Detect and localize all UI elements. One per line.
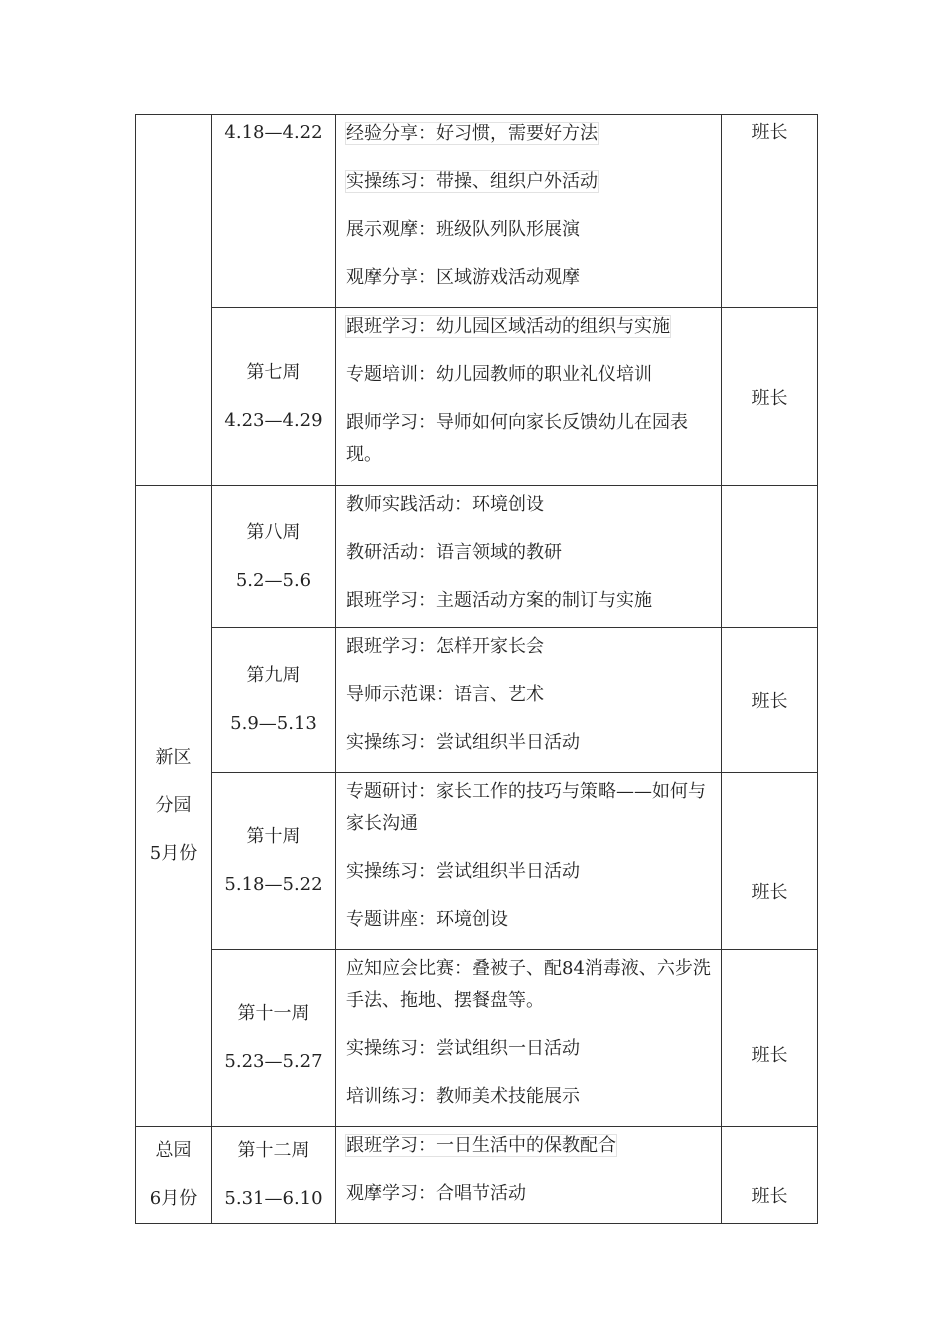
week-label: 第十一周 bbox=[237, 1003, 310, 1024]
activities-cell bbox=[336, 628, 722, 773]
table-row bbox=[136, 308, 818, 486]
owner-cell bbox=[722, 950, 818, 1127]
activity-item: 观摩分享：区域游戏活动观摩 bbox=[346, 267, 580, 288]
week-dates: 5.2—5.6 bbox=[235, 569, 312, 591]
activity-item: 应知应会比赛：叠被子、配84消毒液、六步洗手法、拖地、摆餐盘等。 bbox=[346, 958, 711, 1011]
activity-item: 导师示范课：语言、艺术 bbox=[346, 684, 544, 705]
table-row bbox=[136, 1127, 818, 1224]
owner-label: 班长 bbox=[751, 1186, 788, 1207]
activity-item: 实操练习：尝试组织一日活动 bbox=[346, 1038, 580, 1059]
activity-item: 实操练习：带操、组织户外活动 bbox=[346, 171, 598, 192]
activity-item: 跟班学习：怎样开家长会 bbox=[346, 636, 544, 657]
group-label: 6月份 bbox=[149, 1188, 198, 1209]
activity-item: 跟师学习：导师如何向家长反馈幼儿在园表现。 bbox=[346, 412, 688, 465]
activities-cell bbox=[336, 1127, 722, 1224]
activity-item: 观摩学习：合唱节活动 bbox=[346, 1183, 526, 1204]
owner-cell bbox=[722, 486, 818, 628]
week-label: 第七周 bbox=[246, 361, 301, 383]
owner-label: 班长 bbox=[751, 882, 788, 903]
activity-item: 跟班学习：一日生活中的保教配合 bbox=[346, 1135, 616, 1156]
owner-cell bbox=[722, 773, 818, 950]
table-row bbox=[136, 773, 818, 950]
week-cell bbox=[212, 950, 336, 1127]
group-label: 5月份 bbox=[149, 843, 198, 864]
week-dates: 4.23—4.29 bbox=[224, 409, 323, 431]
group-cell-xinqu bbox=[136, 486, 212, 1127]
week-dates: 5.18—5.22 bbox=[224, 874, 323, 895]
week-dates: 5.9—5.13 bbox=[230, 713, 317, 734]
owner-label: 班长 bbox=[751, 122, 788, 143]
group-cell-zongyuan bbox=[136, 1127, 212, 1224]
week-cell bbox=[212, 115, 336, 308]
activity-item: 跟班学习：主题活动方案的制订与实施 bbox=[346, 590, 652, 611]
activity-item: 培训练习：教师美术技能展示 bbox=[346, 1086, 580, 1107]
activity-item: 展示观摩：班级队列队形展演 bbox=[346, 219, 580, 240]
activity-item: 实操练习：尝试组织半日活动 bbox=[346, 732, 580, 753]
owner-label: 班长 bbox=[751, 1045, 788, 1066]
activity-item: 实操练习：尝试组织半日活动 bbox=[346, 861, 580, 882]
week-cell bbox=[212, 1127, 336, 1224]
activities-cell bbox=[336, 115, 722, 308]
owner-cell bbox=[722, 308, 818, 486]
activities-cell bbox=[336, 308, 722, 486]
week-dates: 4.18—4.22 bbox=[224, 122, 323, 143]
table-row bbox=[136, 115, 818, 308]
activity-item: 专题讲座：环境创设 bbox=[346, 909, 508, 930]
week-dates: 5.23—5.27 bbox=[224, 1051, 323, 1072]
activity-item: 专题培训：幼儿园教师的职业礼仪培训 bbox=[346, 364, 652, 385]
owner-label: 班长 bbox=[751, 387, 788, 409]
group-label: 分园 bbox=[155, 795, 192, 816]
activity-item: 经验分享：好习惯，需要好方法 bbox=[346, 123, 598, 144]
table-row bbox=[136, 628, 818, 773]
owner-cell bbox=[722, 1127, 818, 1224]
activities-cell bbox=[336, 773, 722, 950]
week-dates: 5.31—6.10 bbox=[224, 1188, 323, 1209]
week-cell bbox=[212, 308, 336, 486]
week-label: 第十二周 bbox=[237, 1140, 310, 1161]
activity-item: 跟班学习：幼儿园区域活动的组织与实施 bbox=[346, 316, 670, 337]
activity-item: 专题研讨：家长工作的技巧与策略——如何与家长沟通 bbox=[346, 781, 706, 834]
owner-label: 班长 bbox=[751, 691, 788, 712]
activity-item: 教研活动：语言领域的教研 bbox=[346, 542, 562, 563]
activity-item: 教师实践活动：环境创设 bbox=[346, 494, 544, 515]
week-label: 第八周 bbox=[246, 521, 301, 543]
activities-cell bbox=[336, 486, 722, 628]
group-label: 总园 bbox=[155, 1140, 192, 1161]
week-cell bbox=[212, 773, 336, 950]
owner-cell bbox=[722, 628, 818, 773]
week-label: 第十周 bbox=[246, 826, 301, 847]
group-label: 新区 bbox=[155, 747, 192, 768]
week-label: 第九周 bbox=[246, 665, 301, 686]
table-row bbox=[136, 950, 818, 1127]
activities-cell bbox=[336, 950, 722, 1127]
owner-cell bbox=[722, 115, 818, 308]
group-cell-empty bbox=[136, 115, 212, 486]
training-schedule-table bbox=[135, 114, 818, 1224]
week-cell bbox=[212, 628, 336, 773]
week-cell bbox=[212, 486, 336, 628]
table-row bbox=[136, 486, 818, 628]
